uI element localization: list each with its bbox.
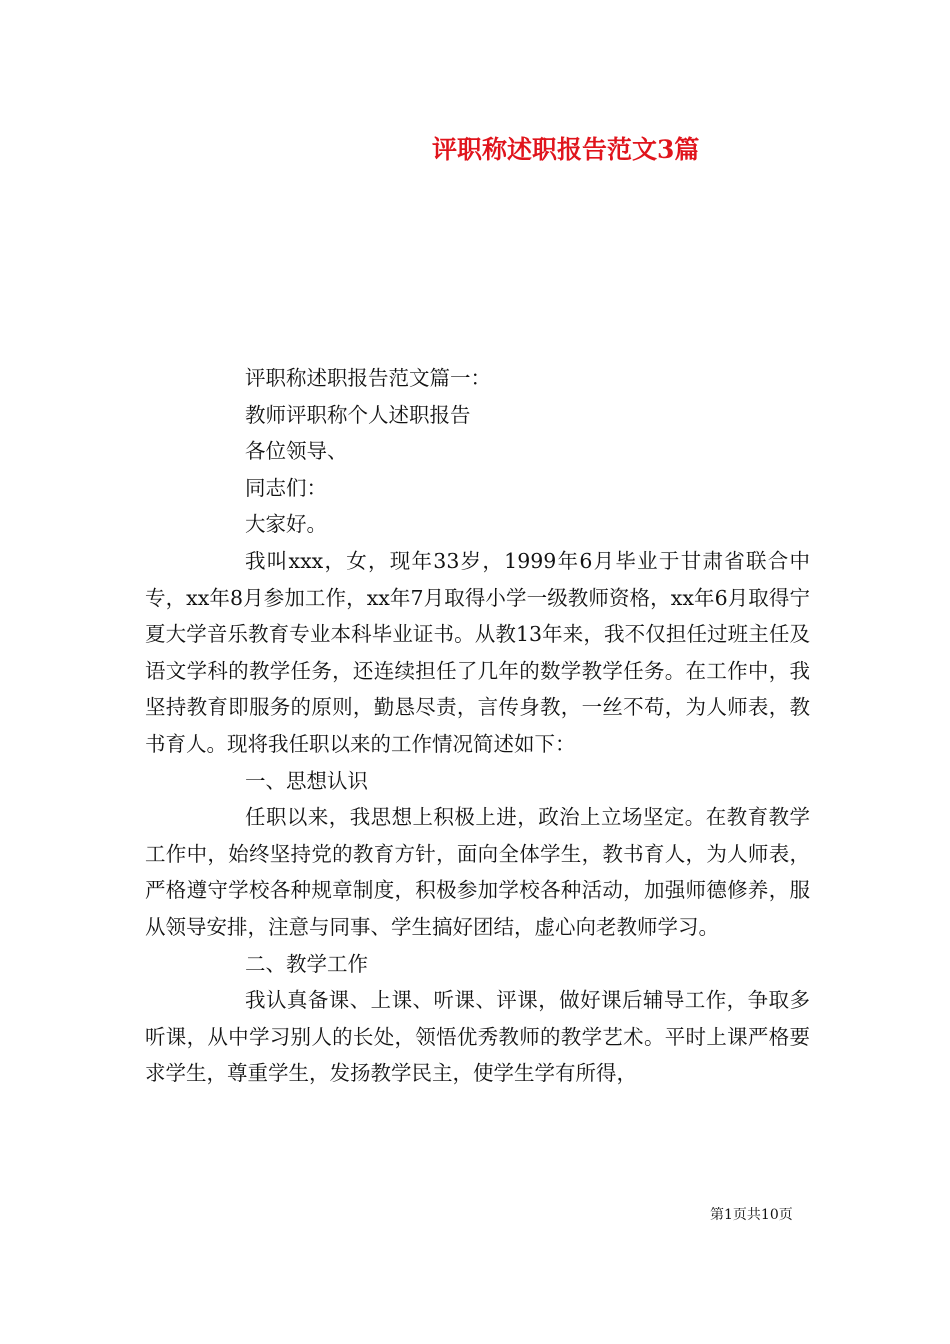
salutation-line2: 同志们： [245,475,327,500]
heading-teaching: 二、教学工作 [245,951,368,976]
report-subtitle: 教师评职称个人述职报告 [245,402,471,427]
document-body [145,360,810,1092]
document-title: 评职称述职报告范文3篇 [432,135,700,164]
greeting: 大家好。 [245,512,327,537]
intro-paragraph: 我叫xxx，女，现年33岁，1999年6月毕业于甘肃省联合中专，xx年8月参加工作，xx年7月取得小学一级教师资格，xx年6月取得宁夏大学音乐教育专业本科毕业证书。从教13年来，我不仅担任过班主任及语文学科的教学任务，还连续担任了几年的数学教学任务。在工作中，我坚持教育即服务的原则，勤恳尽责，言传身教，一丝不苟，为人师表，教书育人。现将我任职以来的工作情况简述如下： [145,548,810,756]
page-number-footer: 第1页共10页 [710,1207,793,1223]
heading-ideology: 一、思想认识 [245,768,368,793]
section-heading-part1: 评职称述职报告范文篇一： [245,366,491,390]
salutation-line1: 各位领导、 [245,439,348,464]
teaching-paragraph: 我认真备课、上课、听课、评课，做好课后辅导工作，争取多听课，从中学习别人的长处，领悟优秀教师的教学艺术。平时上课严格要求学生，尊重学生，发扬教学民主，使学生学有所得， [145,988,810,1086]
ideology-paragraph: 任职以来，我思想上积极上进，政治上立场坚定。在教育教学工作中，始终坚持党的教育方针，面向全体学生，教书育人，为人师表，严格遵守学校各种规章制度，积极参加学校各种活动，加强师德修养，服从领导安排，注意与同事、学生搞好团结，虚心向老教师学习。 [145,805,810,939]
